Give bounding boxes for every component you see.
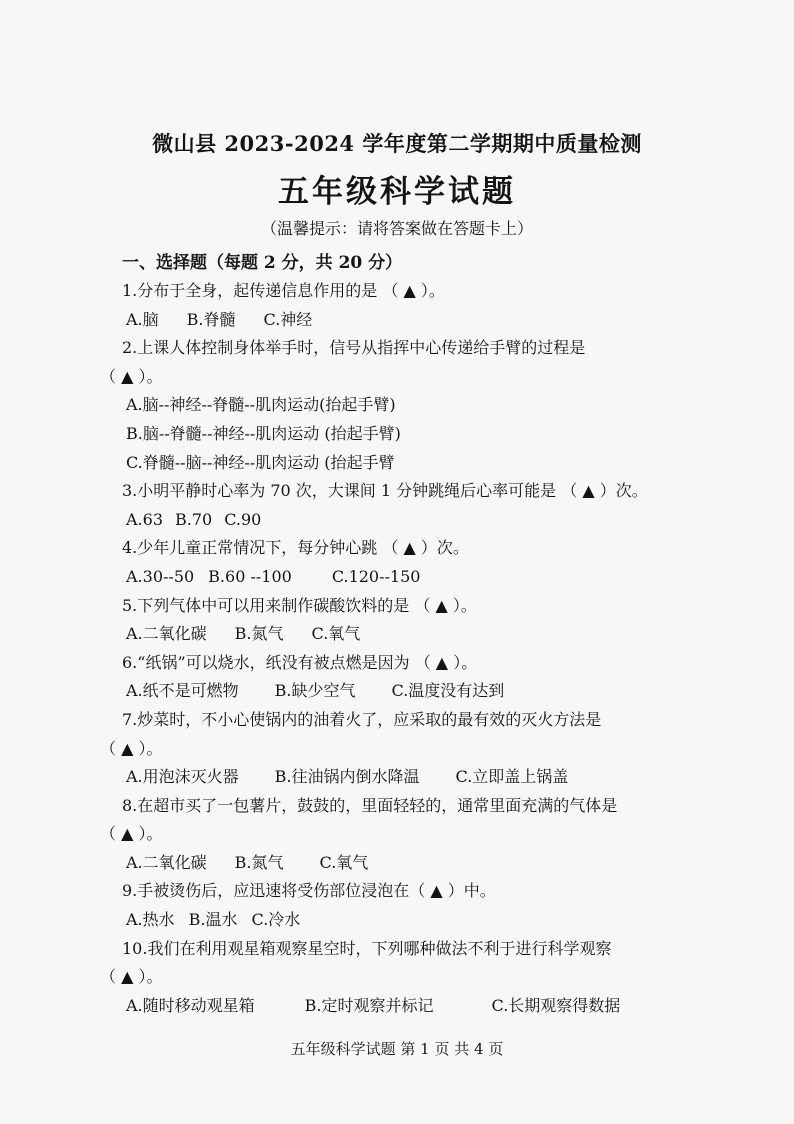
question-options	[100, 849, 700, 878]
option: C.长期观察得数据	[491, 995, 621, 1015]
option: B.氮气	[234, 624, 284, 644]
question-option: A.脑--神经--脊髓--肌肉运动(抬起手臂)	[126, 395, 396, 415]
option: C.120--150	[331, 566, 421, 586]
option: A.随时移动观星箱	[126, 995, 255, 1015]
option: A.二氧化碳	[126, 852, 207, 872]
question-stem: 4.少年儿童正常情况下，每分钟心跳 （ ▲ ）次。	[122, 538, 469, 558]
option: A.脑	[126, 309, 159, 329]
option: C.神经	[263, 309, 313, 329]
question-stem-continued: （ ▲ ）。	[100, 738, 163, 758]
option: C.温度没有达到	[391, 681, 505, 701]
question-options	[100, 306, 700, 335]
section-heading: 一、选择题（每题 2 分，共 20 分）	[122, 253, 403, 273]
option: A.用泡沫灭火器	[126, 767, 239, 787]
option: B.定时观察并标记	[304, 995, 434, 1015]
option: A.热水	[126, 910, 175, 930]
question-stem-continued: （ ▲ ）。	[100, 967, 163, 987]
option: B.脊髓	[186, 309, 236, 329]
option: A.纸不是可燃物	[126, 681, 239, 701]
question-list	[100, 277, 700, 1020]
question-stem: 7.炒菜时，不小心使锅内的油着火了，应采取的最有效的灭火方法是	[122, 709, 602, 729]
question-option: B.脑--脊髓--神经--肌肉运动 (抬起手臂)	[126, 423, 401, 443]
option: A.63	[126, 509, 163, 529]
question-stem: 2.上课人体控制身体举手时，信号从指挥中心传递给手臂的过程是	[122, 338, 586, 358]
option: C.氧气	[311, 624, 361, 644]
option: B.60 --100	[208, 566, 292, 586]
question-stem: 5.下列气体中可以用来制作碳酸饮料的是 （ ▲ ）。	[122, 595, 477, 615]
page-footer: 五年级科学试题 第 1 页 共 4 页	[290, 1040, 504, 1058]
option: C.氧气	[319, 852, 369, 872]
question-stem: 9.手被烫伤后，应迅速将受伤部位浸泡在（ ▲ ）中。	[122, 881, 496, 901]
question-options	[100, 506, 700, 535]
option: A.30--50	[126, 566, 195, 586]
exam-subtitle: 五年级科学试题	[278, 174, 516, 210]
question-stem: 8.在超市买了一包薯片，鼓鼓的，里面轻轻的，通常里面充满的气体是	[122, 795, 618, 815]
question-options	[100, 677, 700, 706]
option: C.冷水	[251, 910, 301, 930]
question-stem: 6.“纸锅”可以烧水，纸没有被点燃是因为 （ ▲ ）。	[122, 652, 478, 672]
exam-title: 微山县 2023-2024 学年度第二学期期中质量检测	[152, 131, 642, 156]
option: C.立即盖上锅盖	[455, 767, 569, 787]
option: B.氮气	[234, 852, 284, 872]
option: C.90	[224, 509, 262, 529]
option: B.70	[175, 509, 213, 529]
question-stem-continued: （ ▲ ）。	[100, 824, 163, 844]
option: B.往油锅内倒水降温	[274, 767, 420, 787]
question-options	[100, 563, 700, 592]
question-options	[100, 620, 700, 649]
question-stem-continued: （ ▲ ）。	[100, 366, 163, 386]
option: B.缺少空气	[274, 681, 356, 701]
exam-tip: （温馨提示：请将答案做在答题卡上）	[260, 219, 533, 238]
question-stem: 1.分布于全身，起传递信息作用的是 （ ▲ ）。	[122, 281, 445, 300]
question-options	[100, 906, 700, 935]
question-options	[100, 763, 700, 792]
question-stem: 10.我们在利用观星箱观察星空时，下列哪种做法不利于进行科学观察	[122, 938, 612, 958]
option: A.二氧化碳	[126, 624, 207, 644]
question-options	[100, 992, 700, 1021]
question-stem: 3.小明平静时心率为 70 次，大课间 1 分钟跳绳后心率可能是 （ ▲ ）次。	[122, 481, 648, 501]
question-option: C.脊髓--脑--神经--肌肉运动 (抬起手臂	[126, 452, 395, 472]
option: B.温水	[188, 910, 238, 930]
